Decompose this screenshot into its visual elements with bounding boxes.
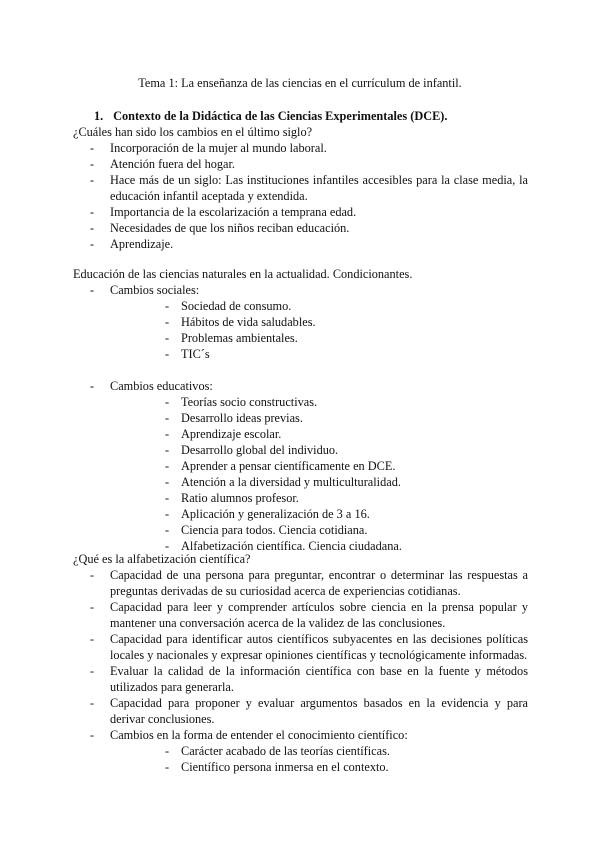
sub-list-item: - Problemas ambientales. — [147, 330, 528, 346]
knowledge-changes-list — [110, 743, 528, 775]
list-item: - Importancia de la escolarización a temprana edad. — [73, 204, 528, 220]
sub-list-item: - Aplicación y generalización de 3 a 16. — [147, 506, 528, 522]
list-item: - Capacidad para proponer y evaluar argumentos basados en la evidencia y para derivar conclusiones. — [73, 695, 528, 727]
educational-changes-label: Cambios educativos: — [110, 379, 213, 393]
section-number: 1. — [94, 109, 104, 123]
sub-list-item: - Aprender a pensar científicamente en DCE. — [147, 458, 528, 474]
sub-list-item: - Aprendizaje escolar. — [147, 426, 528, 442]
list-item: - Atención fuera del hogar. — [73, 156, 528, 172]
list-item: - Necesidades de que los niños reciban educación. — [73, 220, 528, 236]
section-conditions-title: Educación de las ciencias naturales en la actualidad. Condicionantes. — [73, 267, 413, 281]
list-item-educational-changes — [73, 378, 528, 554]
sub-list-item: - Hábitos de vida saludables. — [147, 314, 528, 330]
sub-list-item: - Científico persona inmersa en el contexto. — [147, 759, 528, 775]
spacer — [110, 362, 528, 378]
sub-list-item: - TIC´s — [147, 346, 528, 362]
list-item: - Evaluar la calidad de la información científica con base en la fuente y métodos utilizados para generarla. — [73, 663, 528, 695]
section-heading — [94, 108, 447, 124]
list-item: - Hace más de un siglo: Las instituciones infantiles accesibles para la clase media, la educación infantil aceptada y extendida. — [73, 172, 528, 204]
sub-list-item: - Alfabetización científica. Ciencia ciudadana. — [147, 538, 528, 554]
document-title: Tema 1: La enseñanza de las ciencias en el currículum de infantil. — [138, 76, 462, 90]
question-changes: ¿Cuáles han sido los cambios en el último siglo? — [73, 125, 313, 139]
sub-list-item: - Teorías socio constructivas. — [147, 394, 528, 410]
conditions-list — [73, 282, 528, 554]
list-item-social-changes — [73, 282, 528, 378]
sub-list-item: - Ciencia para todos. Ciencia cotidiana. — [147, 522, 528, 538]
list-item: - Capacidad para leer y comprender artículos sobre ciencia en la prensa popular y mantener una conversación acerca de la validez de las conclusiones. — [73, 599, 528, 631]
social-changes-label: Cambios sociales: — [110, 283, 200, 297]
list-item: - Incorporación de la mujer al mundo laboral. — [73, 140, 528, 156]
list-item: - Capacidad para identificar autos científicos subyacentes en las decisiones políticas locales y nacionales y expresar opiniones científicas y tecnológicamente informadas. — [73, 631, 528, 663]
sub-list-item: - Desarrollo global del individuo. — [147, 442, 528, 458]
sub-list-item: - Desarrollo ideas previas. — [147, 410, 528, 426]
sub-list-item: - Ratio alumnos profesor. — [147, 490, 528, 506]
list-item-knowledge-changes — [73, 727, 528, 775]
educational-changes-list — [110, 394, 528, 554]
sub-list-item: - Atención a la diversidad y multiculturalidad. — [147, 474, 528, 490]
changes-list — [73, 140, 528, 252]
question-scientific-literacy: ¿Qué es la alfabetización científica? — [73, 552, 251, 566]
list-item: - Capacidad de una persona para preguntar, encontrar o determinar las respuestas a preguntas derivadas de su curiosidad acerca de experiencias cotidianas. — [73, 567, 528, 599]
section-heading-text: Contexto de la Didáctica de las Ciencias Experimentales (DCE). — [113, 109, 448, 123]
sub-list-item: - Carácter acabado de las teorías científicas. — [147, 743, 528, 759]
sub-list-item: - Sociedad de consumo. — [147, 298, 528, 314]
knowledge-changes-label: Cambios en la forma de entender el conocimiento científico: — [110, 728, 408, 742]
list-item: - Aprendizaje. — [73, 236, 528, 252]
social-changes-list — [110, 298, 528, 362]
literacy-list — [73, 567, 528, 775]
